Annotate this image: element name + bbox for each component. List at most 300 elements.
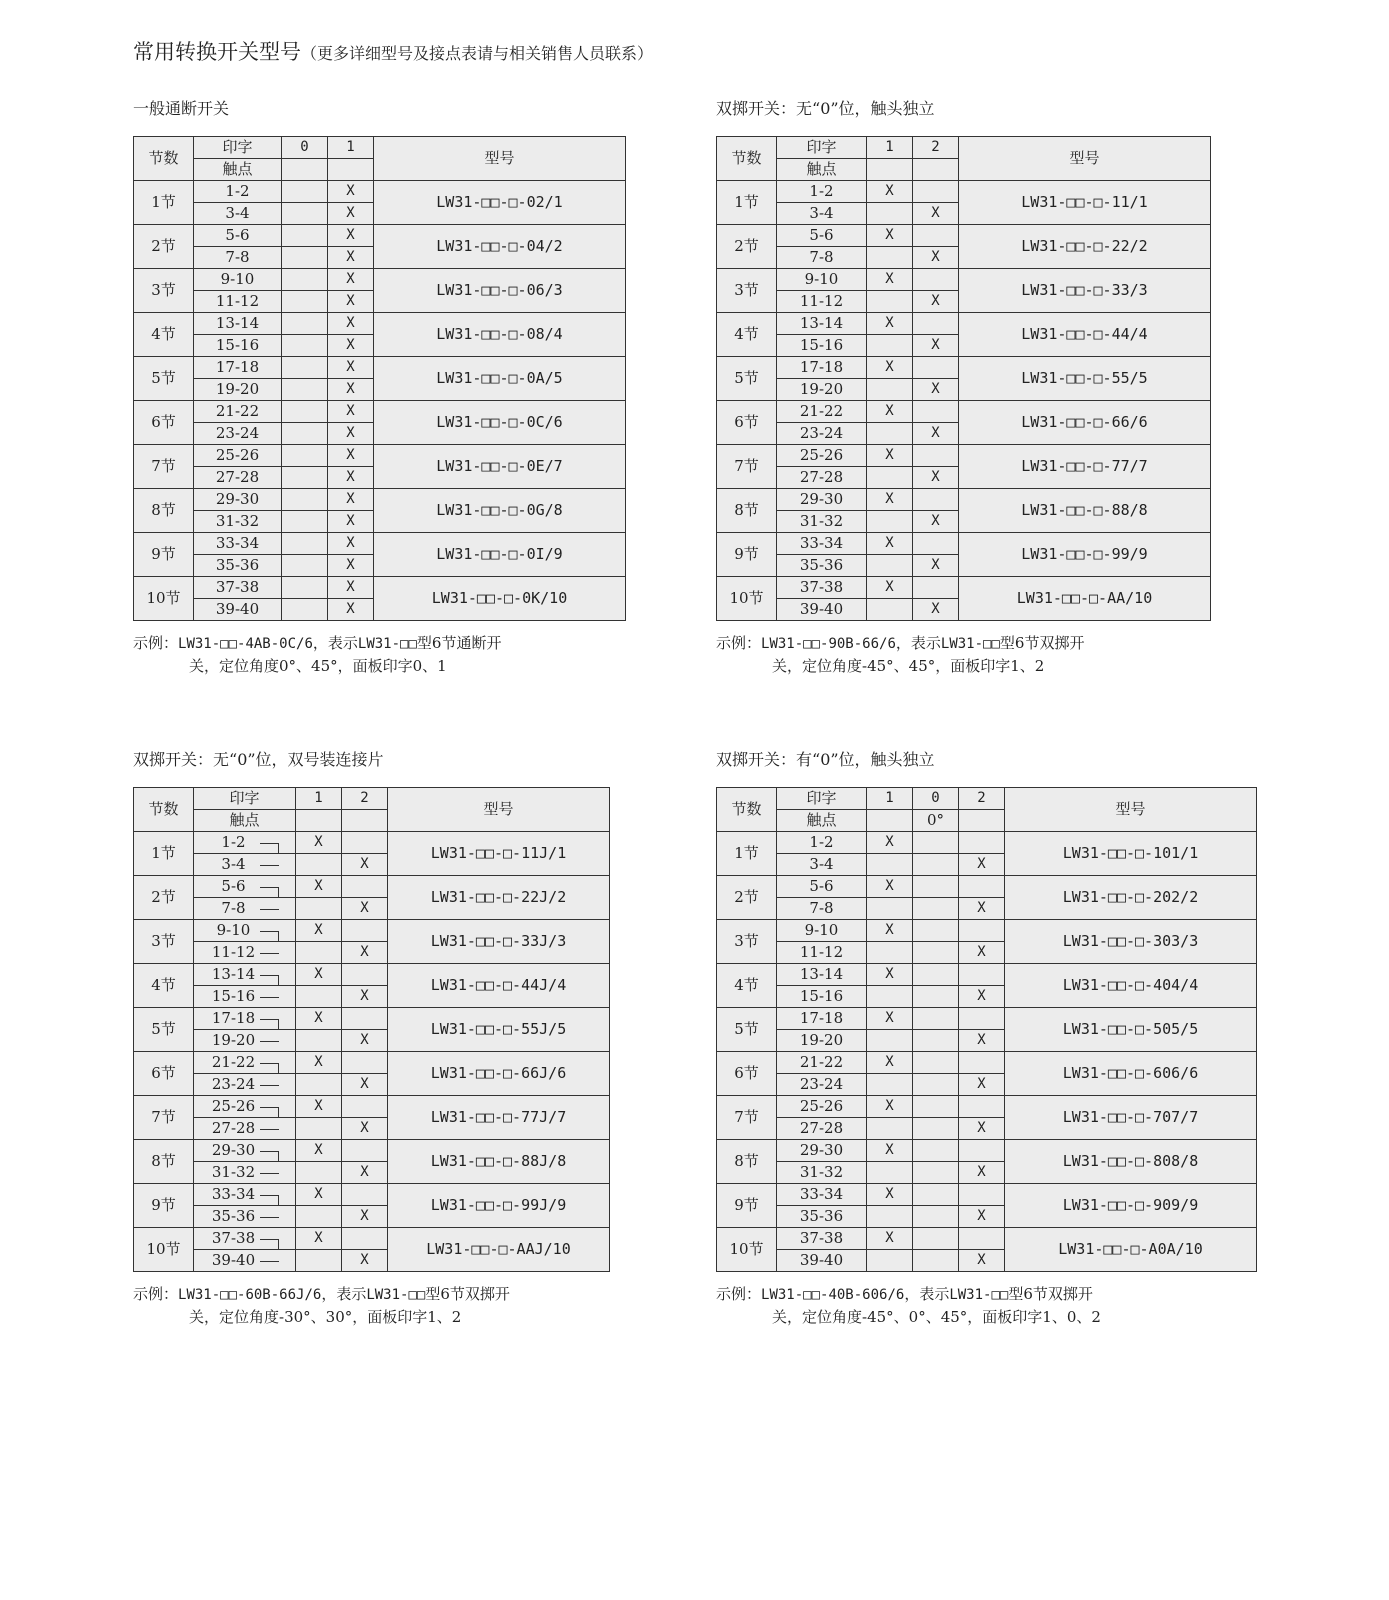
table-row [717,269,1211,291]
model-number: LW31-□□-□-AAJ/10 [388,1228,610,1272]
contact-label: 29-30 [211,1141,256,1159]
contact-label: 9-10 [220,270,255,288]
section-number: 6节 [717,1052,777,1096]
contact-mark [913,357,959,379]
section-title [716,747,1257,770]
contact-label: 17-18 [211,1009,256,1027]
header-angle [328,159,374,181]
contact-mark: X [342,1250,388,1272]
contact-mark [282,445,328,467]
contact-mark: X [867,357,913,379]
contact-pair [194,445,282,467]
model-number: LW31-□□-□-88/8 [959,489,1211,533]
contact-mark [913,401,959,423]
contact-label: 29-30 [215,490,260,508]
header-row [134,788,610,810]
contact-pair [777,1162,867,1184]
table-row [717,533,1211,555]
header-angle [913,159,959,181]
contact-mark: X [342,986,388,1008]
contact-label: 27-28 [799,468,844,486]
contact-mark: X [867,489,913,511]
table-row [134,1140,610,1162]
jumper-link-icon [260,1085,279,1086]
contact-label: 35-36 [215,556,260,574]
contact-mark: X [328,357,374,379]
contact-label: 31-32 [799,1163,844,1181]
contact-label: 23-24 [799,424,844,442]
contact-mark [296,986,342,1008]
contact-pair [194,1096,296,1118]
jumper-link-icon [194,964,295,985]
contact-pair [194,1118,296,1140]
contact-label: 25-26 [799,1097,844,1115]
contact-mark: X [296,1052,342,1074]
header-row [134,137,626,159]
contact-mark [296,898,342,920]
header-position: 0 [282,137,328,159]
contact-pair [777,876,867,898]
contact-label: 25-26 [211,1097,256,1115]
contact-mark: X [328,247,374,269]
contact-pair [194,269,282,291]
switch-table [716,136,1211,621]
table-row [717,225,1211,247]
contact-pair [194,964,296,986]
jumper-link-icon [260,1129,279,1130]
contact-label: 23-24 [799,1075,844,1093]
section-number: 9节 [134,1184,194,1228]
table-row [134,357,626,379]
contact-label: 3-4 [221,855,246,873]
section-double-throw-jumper [133,747,610,1329]
jumper-link-icon [194,832,295,853]
contact-mark: X [328,379,374,401]
contact-pair [194,379,282,401]
header-print: 印字 [777,137,867,159]
contact-label: 21-22 [215,402,260,420]
jumper-link-icon [194,876,295,897]
contact-pair [194,1184,296,1206]
note-segment: ，表示 [904,1285,950,1303]
contact-mark: X [867,577,913,599]
note-segment: LW31-□□ [357,636,417,652]
section-number: 9节 [134,533,194,577]
contact-mark: X [913,335,959,357]
contact-mark: X [867,181,913,203]
contact-mark [913,964,959,986]
note-segment: 关，定位角度-45°、0°、45°，面板印字1、0、2 [772,1308,1101,1326]
model-number: LW31-□□-□-303/3 [1005,920,1257,964]
contact-pair [194,577,282,599]
section-number: 1节 [134,181,194,225]
section-number: 8节 [134,489,194,533]
section-double-throw-zero [716,747,1257,1329]
contact-mark: X [328,203,374,225]
contact-label: 13-14 [215,314,260,332]
contact-mark [913,1228,959,1250]
contact-mark [959,920,1005,942]
contact-mark [867,1030,913,1052]
header-contact: 触点 [777,810,867,832]
table-row [134,1228,610,1250]
contact-mark [867,1074,913,1096]
contact-mark [867,942,913,964]
contact-mark [867,379,913,401]
header-position: 0 [913,788,959,810]
jumper-link-icon [260,865,279,866]
contact-mark [296,854,342,876]
contact-label: 37-38 [799,578,844,596]
contact-label: 9-10 [216,921,251,939]
contact-pair [777,203,867,225]
note-segment: 型6节双掷开 [425,1285,510,1303]
contact-mark [913,832,959,854]
contact-mark [867,467,913,489]
contact-pair [777,489,867,511]
contact-pair [194,1250,296,1272]
section-title-main: 双掷开关： [716,750,797,769]
model-number: LW31-□□-□-88J/8 [388,1140,610,1184]
contact-label: 39-40 [799,1251,844,1269]
contact-label: 3-4 [809,855,834,873]
contact-label: 13-14 [799,965,844,983]
contact-pair [194,247,282,269]
contact-mark [282,555,328,577]
contact-pair [777,1074,867,1096]
contact-mark [913,313,959,335]
contact-pair [194,313,282,335]
contact-mark [959,1228,1005,1250]
contact-mark [913,577,959,599]
model-number: LW31-□□-□-66/6 [959,401,1211,445]
contact-label: 17-18 [215,358,260,376]
note-segment: 关，定位角度0°、45°，面板印字0、1 [189,657,447,675]
section-title [716,96,1211,119]
contact-mark: X [867,1008,913,1030]
contact-mark: X [867,1228,913,1250]
contact-mark [913,1030,959,1052]
header-model: 型号 [959,137,1211,181]
contact-pair [194,1162,296,1184]
model-number: LW31-□□-□-0K/10 [374,577,626,621]
table-row [134,1184,610,1206]
contact-mark: X [342,898,388,920]
jumper-link-icon [260,1173,279,1174]
jumper-link-icon [194,1096,295,1117]
contact-mark [959,1184,1005,1206]
contact-mark: X [328,489,374,511]
contact-mark: X [296,920,342,942]
contact-pair [777,1118,867,1140]
note-segment: 型6节通断开 [416,634,502,652]
contact-pair [777,577,867,599]
contact-mark: X [867,832,913,854]
table-row [134,1008,610,1030]
table-row [717,920,1257,942]
example-note [716,1283,1257,1329]
section-number: 1节 [717,181,777,225]
contact-pair [194,225,282,247]
contact-mark [342,1140,388,1162]
table-row [717,313,1211,335]
contact-label: 35-36 [799,556,844,574]
contact-mark [913,1250,959,1272]
contact-label: 37-38 [799,1229,844,1247]
contact-mark: X [867,876,913,898]
example-note-line [716,655,1211,678]
page-title [133,36,653,66]
note-segment: LW31-□□-4AB-0C/6 [178,636,313,652]
contact-mark [342,964,388,986]
contact-mark: X [867,1184,913,1206]
note-segment: LW31-□□ [940,636,1000,652]
note-segment: LW31-□□-60B-66J/6 [178,1287,322,1303]
header-print: 印字 [194,788,296,810]
model-number: LW31-□□-□-22/2 [959,225,1211,269]
contact-mark [913,181,959,203]
section-title-detail: 无“0”位，触头独立 [796,99,935,118]
contact-mark: X [296,1228,342,1250]
table-row [717,181,1211,203]
contact-mark: X [867,1096,913,1118]
contact-pair [777,313,867,335]
contact-mark [282,511,328,533]
model-number: LW31-□□-□-11J/1 [388,832,610,876]
section-number: 3节 [134,920,194,964]
section-general-switch [133,96,626,678]
contact-mark [296,1118,342,1140]
section-number: 7节 [134,445,194,489]
header-print: 印字 [777,788,867,810]
section-number: 5节 [717,1008,777,1052]
table-row [134,401,626,423]
contact-pair [777,357,867,379]
contact-pair [777,1140,867,1162]
section-number: 7节 [134,1096,194,1140]
contact-mark [296,1030,342,1052]
contact-mark [867,291,913,313]
contact-pair [777,832,867,854]
section-number: 3节 [134,269,194,313]
model-number: LW31-□□-□-AA/10 [959,577,1211,621]
contact-mark [342,832,388,854]
section-number: 10节 [717,577,777,621]
switch-table [133,136,626,621]
contact-label: 31-32 [215,512,260,530]
example-note [133,632,626,678]
contact-label: 7-8 [809,899,834,917]
contact-mark: X [867,445,913,467]
contact-mark [282,225,328,247]
model-number: LW31-□□-□-11/1 [959,181,1211,225]
model-number: LW31-□□-□-0I/9 [374,533,626,577]
contact-pair [777,1228,867,1250]
table-row [134,832,610,854]
contact-mark [282,379,328,401]
contact-mark [867,203,913,225]
contact-mark: X [913,599,959,621]
contact-pair [194,920,296,942]
note-segment: 示例： [133,1285,179,1303]
contact-label: 29-30 [799,1141,844,1159]
model-number: LW31-□□-□-101/1 [1005,832,1257,876]
note-segment: 关，定位角度-45°、45°，面板印字1、2 [772,657,1045,675]
contact-pair [194,401,282,423]
contact-label: 33-34 [211,1185,256,1203]
table-row [134,920,610,942]
note-segment: LW31-□□-90B-66/6 [761,636,896,652]
header-section: 节数 [134,788,194,832]
table-row [134,445,626,467]
contact-mark: X [328,291,374,313]
contact-pair [194,1008,296,1030]
model-number: LW31-□□-□-33/3 [959,269,1211,313]
contact-mark [282,357,328,379]
contact-pair [777,533,867,555]
section-title-detail: 有“0”位，触头独立 [796,750,935,769]
contact-mark: X [296,1184,342,1206]
table-row [717,964,1257,986]
contact-pair [777,986,867,1008]
table-row [717,832,1257,854]
contact-mark [282,467,328,489]
page-title-subtitle: （更多详细型号及接点表请与相关销售人员联系） [301,44,654,63]
contact-label: 15-16 [799,987,844,1005]
contact-pair [777,920,867,942]
model-number: LW31-□□-□-0A/5 [374,357,626,401]
contact-pair [777,898,867,920]
table-row [717,445,1211,467]
header-print: 印字 [194,137,282,159]
contact-mark: X [342,1030,388,1052]
contact-mark [913,986,959,1008]
contact-mark: X [959,1030,1005,1052]
contact-label: 33-34 [799,534,844,552]
model-number: LW31-□□-□-0C/6 [374,401,626,445]
model-number: LW31-□□-□-55/5 [959,357,1211,401]
table-row [717,1184,1257,1206]
contact-pair [194,489,282,511]
table-row [717,1096,1257,1118]
contact-label: 11-12 [215,292,260,310]
contact-pair [194,533,282,555]
header-section: 节数 [717,137,777,181]
jumper-link-icon [260,997,279,998]
contact-mark: X [913,511,959,533]
contact-mark: X [867,964,913,986]
contact-mark [913,533,959,555]
contact-mark: X [867,225,913,247]
contact-mark [913,445,959,467]
contact-mark: X [328,467,374,489]
contact-mark: X [342,1074,388,1096]
header-angle [867,810,913,832]
section-title [133,747,610,770]
contact-mark [282,247,328,269]
contact-pair [777,379,867,401]
contact-label: 15-16 [211,987,256,1005]
section-number: 8节 [717,489,777,533]
contact-mark [913,1008,959,1030]
contact-pair [194,335,282,357]
section-number: 4节 [717,313,777,357]
model-number: LW31-□□-□-08/4 [374,313,626,357]
contact-mark [342,1096,388,1118]
contact-mark [959,876,1005,898]
contact-label: 39-40 [211,1251,256,1269]
contact-mark [296,1206,342,1228]
contact-mark [913,876,959,898]
switch-table [133,787,610,1272]
table-row [717,876,1257,898]
contact-mark: X [959,986,1005,1008]
contact-pair [194,1030,296,1052]
note-segment: LW31-□□-40B-606/6 [761,1287,905,1303]
header-model: 型号 [388,788,610,832]
contact-mark: X [867,1052,913,1074]
note-segment: LW31-□□ [949,1287,1009,1303]
contact-label: 25-26 [799,446,844,464]
header-contact: 触点 [194,810,296,832]
contact-pair [777,599,867,621]
contact-mark [913,1162,959,1184]
jumper-link-icon [260,1261,279,1262]
model-number: LW31-□□-□-02/1 [374,181,626,225]
contact-pair [194,181,282,203]
section-number: 3节 [717,269,777,313]
contact-mark [913,1052,959,1074]
contact-label: 5-6 [221,877,246,895]
contact-pair [777,225,867,247]
table-row [134,225,626,247]
header-position: 1 [328,137,374,159]
header-section: 节数 [717,788,777,832]
contact-label: 27-28 [211,1119,256,1137]
example-note-line [133,1283,610,1306]
contact-label: 1-2 [225,182,250,200]
note-segment: 示例： [716,1285,762,1303]
contact-label: 37-38 [215,578,260,596]
contact-mark [913,489,959,511]
contact-label: 7-8 [221,899,246,917]
contact-mark [282,181,328,203]
contact-label: 15-16 [799,336,844,354]
example-note-line [133,1306,610,1329]
contact-mark: X [342,1206,388,1228]
contact-label: 9-10 [804,270,839,288]
contact-pair [777,269,867,291]
contact-mark: X [328,599,374,621]
model-number: LW31-□□-□-808/8 [1005,1140,1257,1184]
section-title-main: 一般通断开关 [133,99,230,118]
jumper-link-icon [194,1140,295,1161]
table-row [717,489,1211,511]
contact-label: 1-2 [809,182,834,200]
jumper-link-icon [194,1008,295,1029]
contact-mark [867,854,913,876]
contact-pair [777,1184,867,1206]
contact-label: 21-22 [799,1053,844,1071]
model-number: LW31-□□-□-66J/6 [388,1052,610,1096]
note-segment: 型6节双掷开 [1008,1285,1093,1303]
contact-mark [342,876,388,898]
contact-mark: X [328,313,374,335]
table-row [717,357,1211,379]
note-segment: 示例： [133,634,179,652]
section-number: 5节 [717,357,777,401]
contact-pair [194,942,296,964]
